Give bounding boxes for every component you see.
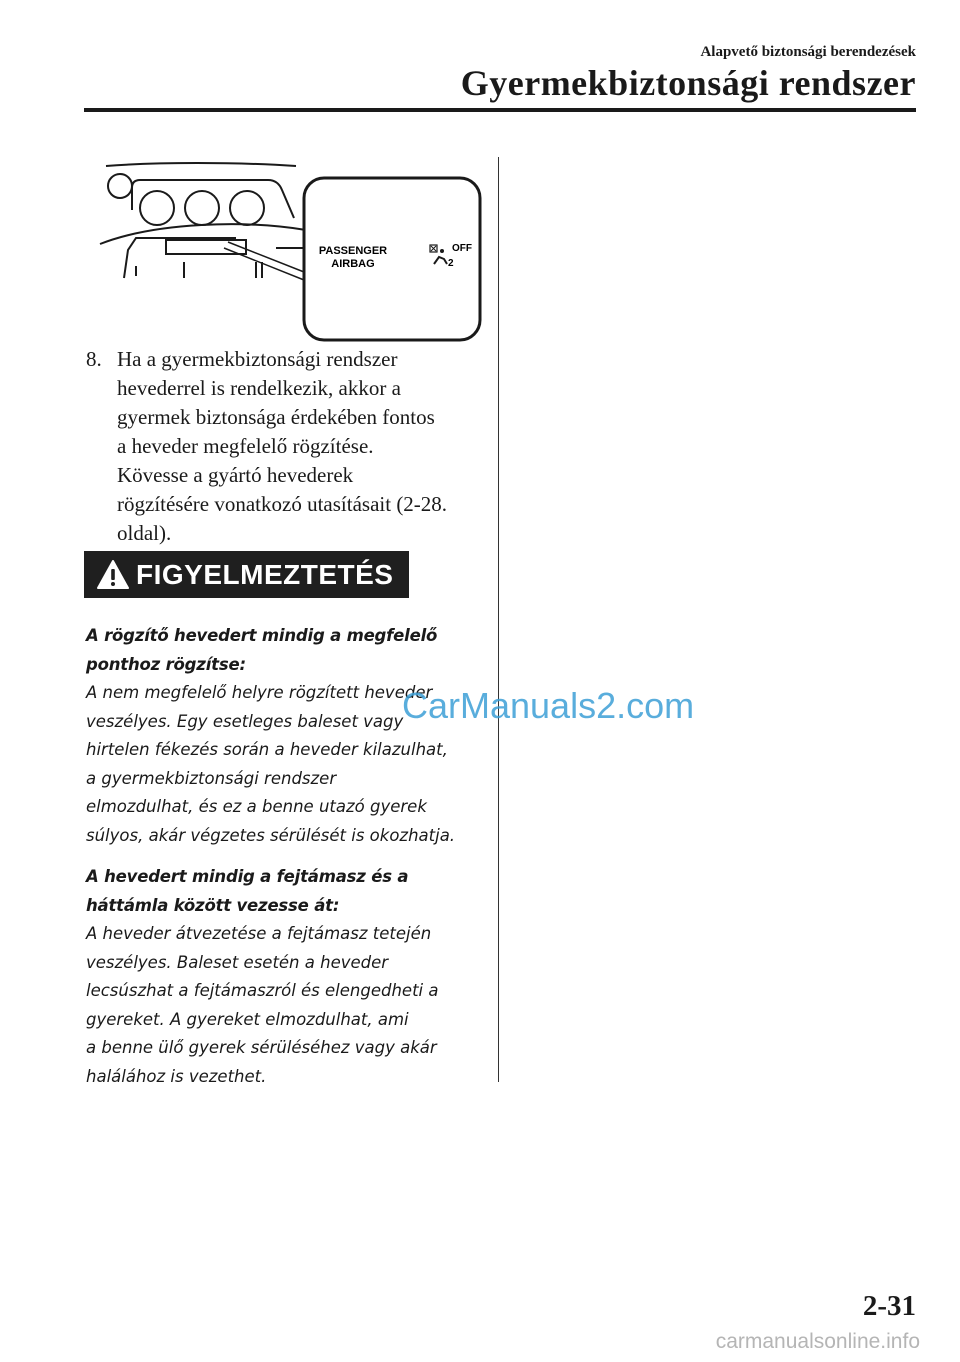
step-line: Kövesse a gyártó hevederek [117,463,354,487]
step-8 [86,345,486,548]
watermark: CarManuals2.com [402,685,695,726]
warning-body-line: veszélyes. Egy esetleges baleset vagy [86,711,404,731]
warning-title: FIGYELMEZTETÉS [136,558,394,590]
step-line: a heveder megfelelő rögzítése. [117,434,374,458]
step-line: rögzítésére vonatkozó utasításait (2-28. [117,492,448,516]
warning-heading-line: A rögzítő hevedert mindig a megfelelő [86,626,438,645]
step-line: oldal). [117,521,172,545]
header-section: Alapvető biztonsági berendezések [700,44,916,60]
step-line: hevederrel is rendelkezik, akkor a [117,376,401,400]
warning-body-line: hirtelen fékezés során a heveder kilazulhat, [86,740,448,759]
header-rule [84,108,916,112]
warning-block-2 [86,863,486,1091]
warning-body-line: elmozdulhat, és ez a benne utazó gyerek [86,797,427,816]
warning-banner [84,551,409,598]
warning-body-line: súlyos, akár végzetes sérülését is okozhatja. [86,825,456,845]
warning-body-line: A nem megfelelő helyre rögzített heveder [86,683,433,702]
step-number: 8. [86,347,102,371]
warning-heading-line: ponthoz rögzítse: [86,654,246,674]
warning-body-line: gyereket. A gyereket elmozdulhat, ami [86,1009,409,1029]
airbag-label: AIRBAG [331,258,375,270]
warning-body-line: lecsúszhat a fejtámaszról és elengedheti a [86,981,439,1000]
warning-triangle-icon [96,558,130,592]
footer-watermark[interactable]: carmanualsonline.info [715,1330,920,1353]
warning-body-line: halálához is vezethet. [86,1066,267,1086]
page-title: Gyermekbiztonsági rendszer [460,63,916,103]
passenger-label: PASSENGER [318,245,388,257]
column-divider [498,157,499,1082]
warning-body-line: A heveder átvezetése a fejtámasz tetején [86,924,432,943]
off-label: OFF [452,243,472,254]
warning-heading-line: háttámla között vezesse át: [86,895,340,915]
warning-body-line: a gyermekbiztonsági rendszer [86,768,337,788]
page-number: 2-31 [862,1290,916,1322]
warning-body-line: veszélyes. Baleset esetén a heveder [86,952,389,972]
airbag-indicator-illustration [96,158,488,348]
warning-block-1 [86,622,486,850]
warning-heading-line: A hevedert mindig a fejtámasz és a [86,867,409,886]
warning-body-line: a benne ülő gyerek sérüléséhez vagy akár [86,1038,437,1057]
indicator-number: 2 [448,258,454,269]
step-line: Ha a gyermekbiztonsági rendszer [117,347,398,371]
step-line: gyermek biztonsága érdekében fontos [117,405,435,429]
